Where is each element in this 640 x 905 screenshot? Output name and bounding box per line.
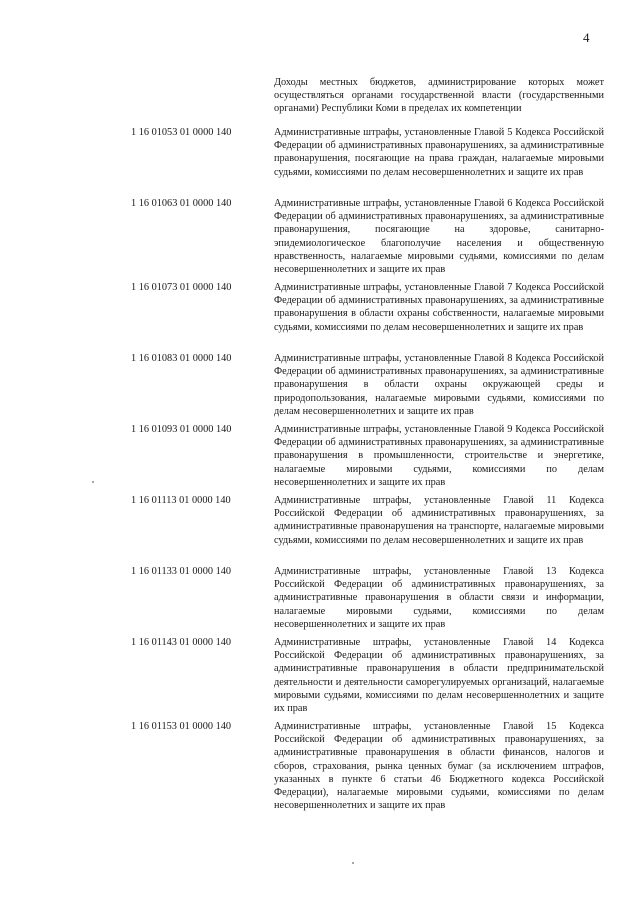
scan-speck [352,862,354,864]
row-description: Административные штрафы, установленные Главой 7 Кодекса Российской Федерации об административных правонарушениях, за административные правонарушения в области охраны собственности, налагаемые мировыми судьями, комиссиями по делам несовершеннолетних и защите их прав [274,282,604,333]
row-description: Административные штрафы, установленные Главой 8 Кодекса Российской Федерации об административных правонарушениях, за административные правонарушения в области охраны окружающей среды и природопользования, налагаемые мировыми судьями, комиссиями по делам несовершеннолетних и защите их прав [274,353,604,417]
row-description: Административные штрафы, установленные Главой 14 Кодекса Российской Федерации об административных правонарушениях, за административные правонарушения в области предпринимательской деятельности и деятельности саморегулируемых организаций, налагаемые мировыми судьями, комиссиями по делам несовершеннолетних и защите их прав [274,637,604,715]
row-code: 1 16 01083 01 0000 140 [131,353,232,364]
row-description: Административные штрафы, установленные Главой 5 Кодекса Российской Федерации об административных правонарушениях, за административные правонарушения, посягающие на права граждан, налагаемые мировыми судьями, комиссиями по делам несовершеннолетних и защите их прав [274,127,604,178]
row-code: 1 16 01063 01 0000 140 [131,198,232,209]
row-description: Административные штрафы, установленные Главой 11 Кодекса Российской Федерации об административных правонарушениях, за административные правонарушения на транспорте, налагаемые мировыми судьями, комиссиями по делам несовершеннолетних и защите их прав [274,495,604,546]
page-number: 4 [583,30,590,45]
row-description: Административные штрафы, установленные Главой 6 Кодекса Российской Федерации об административных правонарушениях, за административные правонарушения, посягающие на здоровье, санитарно-эпидемиологическое благополучие населения и общественную нравственность, налагаемые мировыми судьями, комиссиями по делам несовершеннолетних и защите их прав [274,198,604,276]
row-code: 1 16 01143 01 0000 140 [131,637,232,648]
row-code: 1 16 01113 01 0000 140 [131,495,231,506]
row-description: Административные штрафы, установленные Главой 9 Кодекса Российской Федерации об административных правонарушениях, за административные правонарушения в промышленности, строительстве и энергетике, налагаемые мировыми судьями, комиссиями по делам несовершеннолетних и защите их прав [274,424,604,488]
row-description: Административные штрафы, установленные Главой 13 Кодекса Российской Федерации об административных правонарушениях, за административные правонарушения в области связи и информации, налагаемые мировыми судьями, комиссиями по делам несовершеннолетних и защите их прав [274,566,604,630]
row-code: 1 16 01153 01 0000 140 [131,721,232,732]
table-header-text: Доходы местных бюджетов, администрирование которых может осуществляться органами государственной власти (государственными органами) Республики Коми в пределах их компетенции [274,77,604,115]
row-description: Административные штрафы, установленные Главой 15 Кодекса Российской Федерации об административных правонарушениях, за административные правонарушения в области финансов, налогов и сборов, страхования, рынка ценных бумаг (за исключением штрафов, указанных в пункте 6 статьи 46 Бюджетного кодекса Российской Федерации), налагаемые мировыми судьями, комиссиями по делам несовершеннолетних и защите их прав [274,721,604,812]
row-code: 1 16 01133 01 0000 140 [131,566,232,577]
row-code: 1 16 01053 01 0000 140 [131,127,232,138]
scan-speck [92,481,94,483]
row-code: 1 16 01093 01 0000 140 [131,424,232,435]
row-code: 1 16 01073 01 0000 140 [131,282,232,293]
